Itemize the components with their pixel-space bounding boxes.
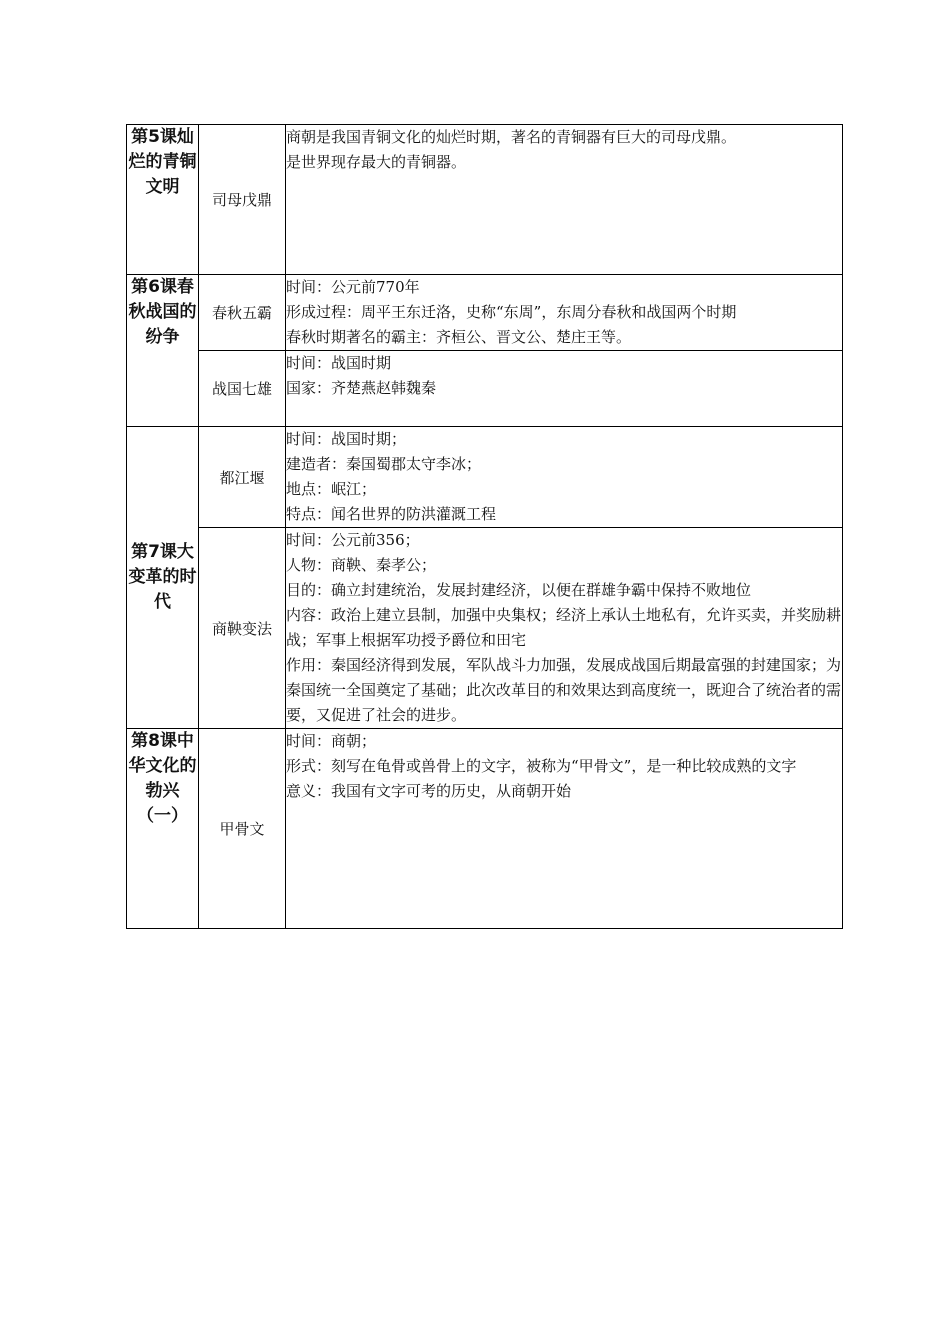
topic-content [286, 427, 843, 528]
table-row [127, 125, 843, 275]
lesson-title: 第8课中华文化的勃兴（一） [127, 729, 199, 929]
content-line: 时间：战国时期； [286, 430, 407, 448]
topic-name: 春秋五霸 [199, 275, 286, 351]
content-line: 人物：商鞅、秦孝公； [286, 556, 437, 574]
table-row [127, 351, 843, 427]
table-row [127, 275, 843, 351]
topic-content [286, 351, 843, 427]
content-line: 是世界现存最大的青铜器。 [286, 153, 467, 171]
content-line: 形成过程：周平王东迁洛，史称“东周”，东周分春秋和战国两个时期 [286, 303, 737, 321]
topic-name: 甲骨文 [199, 729, 286, 929]
content-line: 意义：我国有文字可考的历史，从商朝开始 [286, 782, 572, 800]
topic-name: 战国七雄 [199, 351, 286, 427]
content-line: 时间：战国时期 [286, 354, 392, 372]
table-row [127, 528, 843, 729]
table-row [127, 427, 843, 528]
content-line: 特点：闻名世界的防洪灌溉工程 [286, 505, 497, 523]
content-line: 时间：公元前356； [286, 531, 420, 549]
content-line: 目的：确立封建统治，发展封建经济，以便在群雄争霸中保持不败地位 [286, 581, 752, 599]
lesson-title: 第6课春秋战国的纷争 [127, 275, 199, 427]
topic-content [286, 729, 843, 929]
content-line: 建造者：秦国蜀郡太守李冰； [286, 455, 482, 473]
topic-content [286, 125, 843, 275]
lesson-title: 第5课灿烂的青铜文明 [127, 125, 199, 275]
content-line: 地点：岷江； [286, 480, 377, 498]
topic-name: 都江堰 [199, 427, 286, 528]
content-line: 商朝是我国青铜文化的灿烂时期，著名的青铜器有巨大的司母戊鼎。 [286, 128, 737, 146]
lesson-title: 第7课大变革的时代 [127, 427, 199, 729]
topic-name: 司母戊鼎 [199, 125, 286, 275]
history-notes-table [126, 124, 843, 929]
content-line: 内容：政治上建立县制，加强中央集权；经济上承认土地私有，允许买卖，并奖励耕战；军事上根据军功授予爵位和田宅 [286, 606, 842, 649]
content-line: 作用：秦国经济得到发展，军队战斗力加强，发展成战国后期最富强的封建国家；为秦国统一全国奠定了基础；此次改革目的和效果达到高度统一，既迎合了统治者的需要，又促进了社会的进步。 [286, 656, 842, 724]
topic-content [286, 275, 843, 351]
content-line: 时间：商朝； [286, 732, 377, 750]
content-line: 春秋时期著名的霸主：齐桓公、晋文公、楚庄王等。 [286, 328, 632, 346]
content-line: 时间：公元前770年 [286, 278, 420, 296]
topic-name: 商鞅变法 [199, 528, 286, 729]
table-row [127, 729, 843, 929]
content-line: 形式：刻写在龟骨或兽骨上的文字，被称为“甲骨文”，是一种比较成熟的文字 [286, 757, 797, 775]
content-line: 国家：齐楚燕赵韩魏秦 [286, 379, 437, 397]
topic-content [286, 528, 843, 729]
